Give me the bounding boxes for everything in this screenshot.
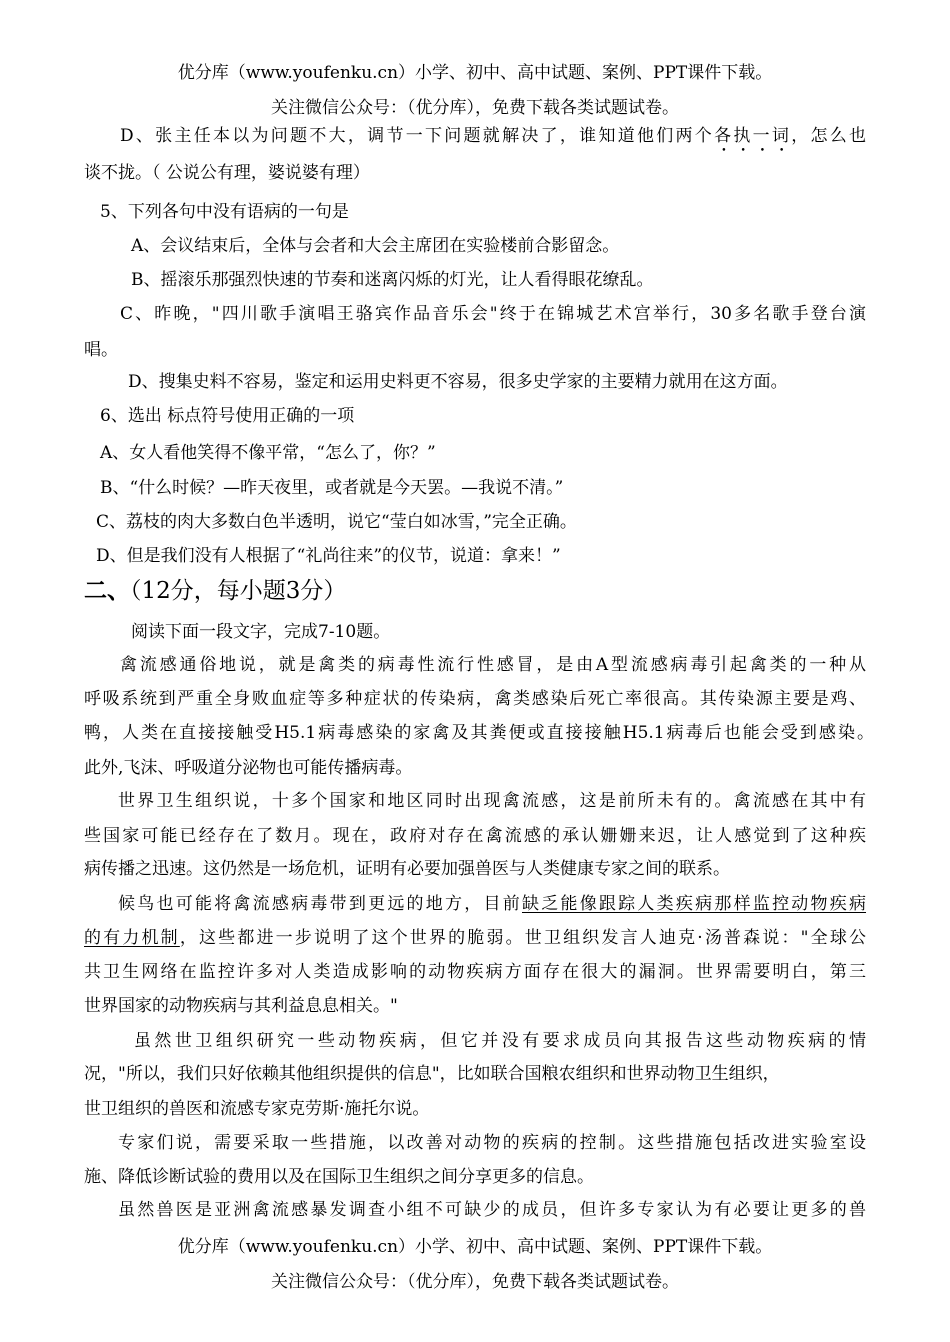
section-2-number: 二、 [84, 577, 130, 604]
passage-p5-line1: 专家们说，需要采取一些措施，以改善对动物的疾病的控制。这些措施包括改进实验室设 [118, 1133, 866, 1153]
passage-p3-line4: 世界国家的动物疾病与其利益息息相关。" [84, 996, 398, 1016]
section-2-score: （12分，每小题3分） [130, 578, 347, 604]
passage-p6-line1: 虽然兽医是亚洲禽流感暴发调查小组不可缺少的成员，但许多专家认为有必要让更多的兽 [118, 1200, 866, 1220]
q5-option-a: A、会议结束后，全体与会者和大会主席团在实验楼前合影留念。 [131, 236, 620, 256]
passage-p3-line2-text: ，这些都进一步说明了这个世界的脆弱。世卫组织发言人迪克·汤普森说："全球公 [179, 928, 866, 948]
q5-option-c-line2: 唱。 [84, 340, 118, 360]
header-site-line: 优分库（www.youfenku.cn）小学、初中、高中试题、案例、PPT课件下载。 [177, 63, 773, 83]
q5-option-b: B、摇滚乐那强烈快速的节奏和迷离闪烁的灯光，让人看得眼花缭乱。 [131, 270, 654, 290]
passage-p5-line2: 施、降低诊断试验的费用以及在国际卫生组织之间分享更多的信息。 [84, 1167, 594, 1187]
q4-option-d-line1 [120, 124, 866, 156]
passage-p3-line3: 共卫生网络在监控许多对人类造成影响的动物疾病方面存在很大的漏洞。世界需要明白，第三 [84, 962, 866, 982]
section-2-heading [84, 577, 346, 605]
q5-stem: 5、下列各句中没有语病的一句是 [100, 202, 349, 222]
passage-p1-line2: 呼吸系统到严重全身败血症等多种症状的传染病，禽类感染后死亡率很高。其传染源主要是鸡、 [84, 689, 866, 709]
q5-option-c-line1: C、昨晚，"四川歌手演唱王骆宾作品音乐会"终于在锦城艺术宫举行，30多名歌手登台演 [120, 304, 866, 324]
q4-option-d-post: ，怎么也 [791, 126, 867, 146]
passage-underlined-phrase-2: 的有力机制 [84, 928, 180, 948]
q6-option-a: A、女人看他笑得不像平常，“怎么了，你？” [100, 443, 436, 463]
passage-p2-line2: 些国家可能已经存在了数月。现在，政府对存在禽流感的承认姗姗来迟，让人感觉到了这种疾 [84, 826, 866, 846]
q6-stem: 6、选出 标点符号使用正确的一项 [100, 406, 355, 426]
footer-site-line: 优分库（www.youfenku.cn）小学、初中、高中试题、案例、PPT课件下载。 [177, 1237, 773, 1257]
q5-option-d: D、搜集史料不容易，鉴定和运用史料更不容易，很多史学家的主要精力就用在这方面。 [128, 372, 788, 392]
passage-p4-line1: 虽然世卫组织研究一些动物疾病，但它并没有要求成员向其报告这些动物疾病的情 [134, 1031, 866, 1051]
q4-option-d-line2: 谈不拢。（ 公说公有理，婆说婆有理） [84, 163, 370, 183]
passage-p3-line1-text: 候鸟也可能将禽流感病毒带到更远的地方，目前 [118, 894, 522, 914]
header-wechat-line: 关注微信公众号：（优分库），免费下载各类试题试卷。 [271, 98, 679, 118]
passage-p3-line1 [118, 892, 866, 916]
passage-p4-line3: 世卫组织的兽医和流感专家克劳斯·施托尔说。 [84, 1099, 430, 1119]
footer-wechat-line: 关注微信公众号：（优分库），免费下载各类试题试卷。 [271, 1272, 679, 1292]
passage-p3-line2 [84, 926, 866, 950]
q6-option-d: D、但是我们没有人根据了“礼尚往来”的仪节，说道：拿来！” [96, 546, 561, 566]
passage-p4-line2: 况，"所以，我们只好依赖其他组织提供的信息"，比如联合国粮农组织和世界动物卫生组织， [84, 1064, 780, 1084]
passage-p1-line3: 鸭，人类在直接接触受H5.1病毒感染的家禽及其粪便或直接接触H5.1病毒后也能会受到感染。 [84, 723, 874, 743]
section-2-instruction: 阅读下面一段文字，完成7-10题。 [131, 622, 391, 642]
q4-option-d-pre: D、张主任本以为问题不大，调节一下问题就解决了，谁知道他们两个 [120, 126, 715, 146]
q6-option-b: B、“什么时候？—昨天夜里，或者就是今天罢。—我说不清。” [100, 478, 564, 498]
passage-p2-line1: 世界卫生组织说，十多个国家和地区同时出现禽流感，这是前所未有的。禽流感在其中有 [118, 791, 866, 811]
q6-option-c: C、荔枝的肉大多数白色半透明，说它“莹白如冰雪，”完全正确。 [96, 512, 577, 532]
passage-p1-line4: 此外,飞沫、呼吸道分泌物也可能传播病毒。 [84, 758, 413, 778]
passage-p2-line3: 病传播之迅速。这仍然是一场危机，证明有必要加强兽医与人类健康专家之间的联系。 [84, 859, 730, 879]
passage-underlined-phrase-1: 缺乏能像跟踪人类疾病那样监控动物疾病 [521, 894, 867, 914]
passage-p1-line1: 禽流感通俗地说，就是禽类的病毒性流行性感冒，是由A型流感病毒引起禽类的一种从 [120, 655, 866, 675]
q4-option-d-dotted-idiom: 各执一词 [714, 126, 792, 146]
